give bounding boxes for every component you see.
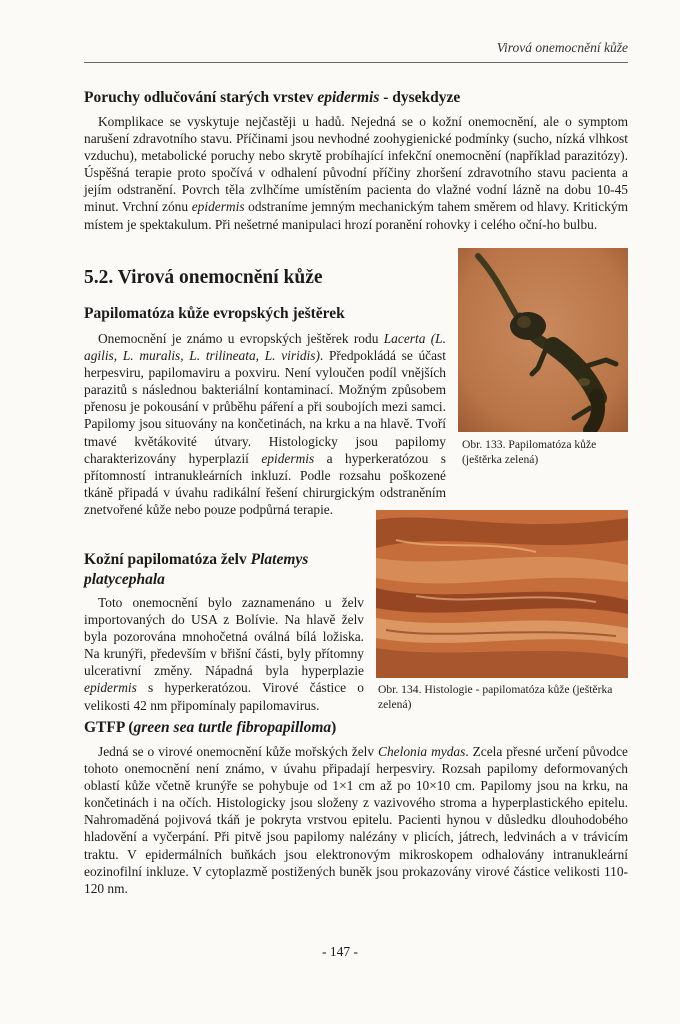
- paragraph-gtfp: Jedná se o virové onemocnění kůže mořských želv Chelonia mydas. Zcela přesné určení původce tohoto onemocnění není známo, v úvahu připadají herpesviry. Rozsah papilomy deformovaných oblastí kůže včetně krunýře se pohybuje od 1×1 cm až po 10×10 cm. Papilomy jsou na krku, na končetinách i na očích. Histologicky jsou složeny z vazivového stroma a hyperplastického epitelu. Nahromaděná pojivová tkáň je pokryta vrstvou epitelu. Pacienti hynou v důsledku dlouhodobého hladovění a vyčerpání. Při pitvě jsou papilomy nalézány v plicích, játrech, ledvinách a v trávicím traktu. V epidermálních buňkách jsou elektronovým mikroskopem odhalovány intranukleární eozinofilní inkluze. V cytoplazmě postižených buněk jsou prokazovány virové částice velikosti 110-120 nm.: [84, 744, 628, 896]
- section-title-lizard: Papilomatóza kůže evropských ještěrek: [84, 305, 345, 322]
- figure-133-caption: Obr. 133. Papilomatóza kůže (ještěrka zelená): [462, 438, 597, 466]
- figure-134-caption: Obr. 134. Histologie - papilomatóza kůže (ještěrka zelená): [378, 683, 613, 711]
- figure-134-histology-photo: [376, 510, 628, 678]
- figure-133-lizard-photo: [458, 248, 628, 432]
- section-title-dysekdyze: Poruchy odlučování starých vrstev epidermis - dysekdyze: [84, 89, 461, 106]
- paragraph-dysekdyze: Komplikace se vyskytuje nejčastěji u hadů. Nejedná se o kožní onemocnění, ale o symptom narušení zdravotního stavu. Příčinami jsou nevhodné zoohygienické podmínky (sucho, nízká vlhkost vzduchu), metabolické poruchy nebo skrytě probíhající infekční onemocnění (například parazitózy). Úspěšná terapie proto spočívá v odhalení původní příčiny zhoršení zdravotního stavu pacienta a jejím odstranění. Povrch těla zvlhčíme umístěním pacienta do vlažné vodní lázně na dobu 10-45 minut. Vrchní zónu epidermis odstraníme jemným mechanickým tahem směrem od hlavy. Kritickým místem je spektakulum. Při nešetrné manipulaci hrozí poranění rohovky i celého oční-ho bulbu.: [84, 114, 628, 232]
- section-title-gtfp: GTFP (green sea turtle fibropapilloma): [84, 719, 337, 736]
- chapter-heading: 5.2. Virová onemocnění kůže: [84, 267, 323, 288]
- section-title-platemys: Kožní papilomatóza želv Platemys platycephala: [84, 551, 309, 588]
- paragraph-lizard: Onemocnění je známo u evropských ještěrek rodu Lacerta (L. agilis, L. muralis, L. trilineata, L. viridis). Předpokládá se účast herpesviru, papilomaviru a poxviru. Není vyloučen podíl vnějších parazitů s následnou bakteriální kontaminací. Možným způsobem přenosu je pokousání v průběhu páření a při soubojích mezi samci. Papilomy jsou situovány na končetinách, na krku a na hlavě. Tvoří tmavé květákovité útvary. Histologicky jsou papilomy charakterizovány hyperplazií epidermis a hyperkeratózou s přítomností intranukleárních inkluzí. Podle rozsahu poškozené tkáně připadá v úvahu radikální řešení chirurgickým odstraněním znetvořené kůže nebo pouze podpůrná terapie.: [84, 331, 446, 517]
- page-number: - 147 -: [322, 944, 358, 959]
- header-rule: [84, 62, 628, 63]
- paragraph-platemys: Toto onemocnění bylo zaznamenáno u želv importovaných do USA z Bolívie. Na hlavě želv byla pozorována mnohočetná oválná bílá ložiska. Na krunýři, především v břišní části, byly přítomny ulcerativní změny. Nápadná byla hyperplazie epidermis s hyperkeratózou. Virové částice o velikosti 42 nm připomínaly papilomavirus.: [84, 595, 364, 713]
- running-head: Virová onemocnění kůže: [496, 40, 628, 55]
